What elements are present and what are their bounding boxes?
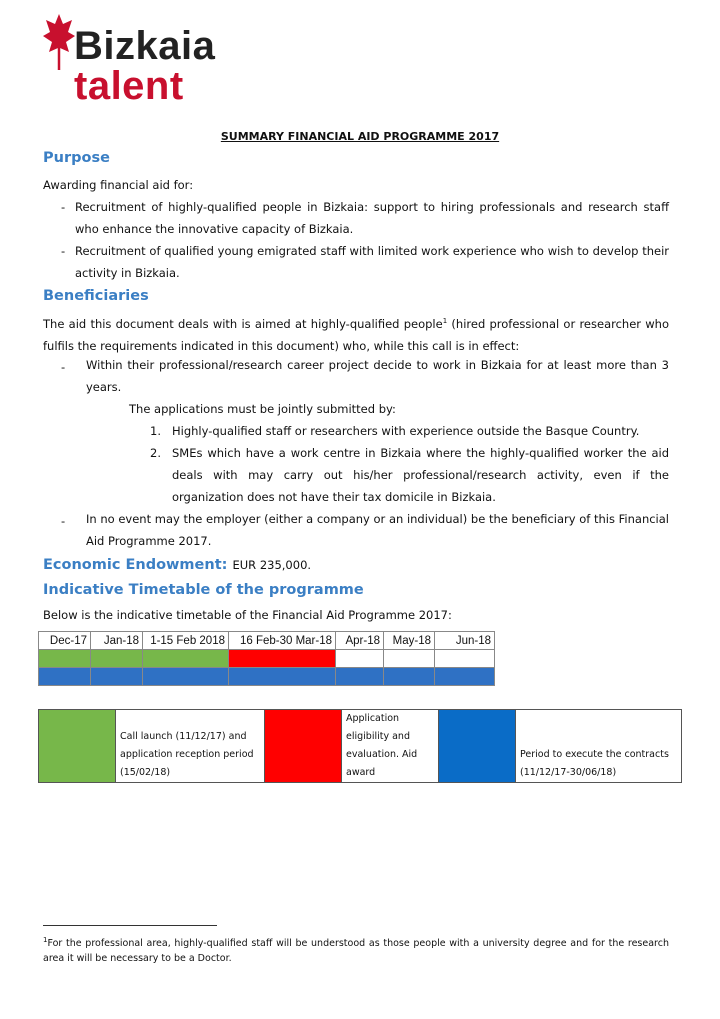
bizkaia-talent-logo xyxy=(42,12,242,112)
joint-submission-note: The applications must be jointly submitted by: xyxy=(129,402,396,416)
purpose-item-2: Recruitment of qualified young emigrated staff with limited work experience who wish to develop their activity in Bizkaia. xyxy=(75,244,669,280)
column-header: Jun-18 xyxy=(435,632,495,650)
legend-label-call xyxy=(116,710,265,783)
timetable-table xyxy=(38,631,495,686)
legend-text: Period to execute the contracts xyxy=(520,749,669,760)
footnote-text: For the professional area, highly-qualified staff will be understood as those people with a university degree and for the research area it will be necessary to be a Doctor. xyxy=(43,938,669,965)
logo-text-talent: talent xyxy=(74,64,184,108)
purpose-item-1: Recruitment of highly-qualified people in Bizkaia: support to hiring professionals and research staff who enhance the innovative capacity of Bizkaia. xyxy=(75,200,669,236)
list-item-1: Highly-qualified staff or researchers with experience outside the Basque Country. xyxy=(172,424,640,438)
footnote xyxy=(43,933,669,966)
timetable-heading: Indicative Timetable of the programme xyxy=(43,582,364,598)
legend-text: application reception period xyxy=(120,749,254,760)
legend-text: Application xyxy=(346,713,400,724)
footnote-separator xyxy=(43,925,217,926)
legend-swatch-green xyxy=(39,710,116,783)
beneficiaries-heading: Beneficiaries xyxy=(43,288,149,304)
timetable-cell-contract-phase xyxy=(39,668,91,686)
timetable-cell-call-phase xyxy=(39,650,91,668)
timetable-legend xyxy=(38,709,682,783)
maple-leaf-icon xyxy=(42,12,76,72)
timetable-cell-contract-phase xyxy=(435,668,495,686)
timetable-cell-contract-phase xyxy=(336,668,384,686)
timetable-header-row xyxy=(39,632,495,650)
timetable-cell-contract-phase xyxy=(143,668,229,686)
phase-row-1 xyxy=(39,650,495,668)
legend-text: evaluation. Aid xyxy=(346,749,418,760)
timetable-cell-evaluation-phase xyxy=(229,650,336,668)
list-item-2: SMEs which have a work centre in Bizkaia where the highly-qualified worker the aid deals with may carry out his/her professional/research activity, even if the organization does not have their tax domicile in Bizkaia. xyxy=(172,446,669,504)
legend-text: Call launch (11/12/17) and xyxy=(120,731,247,742)
phase-row-2 xyxy=(39,668,495,686)
legend-swatch-red xyxy=(265,710,342,783)
beneficiaries-paragraph xyxy=(43,310,669,357)
beneficiaries-text-b: (hired professional or researcher who fulfils the requirements indicated in this document) who, while this call is in effect: xyxy=(43,316,669,353)
timetable-cell-contract-phase xyxy=(229,668,336,686)
column-header: 1-15 Feb 2018 xyxy=(143,632,229,650)
beneficiaries-item-1: Within their professional/research career project decide to work in Bizkaia for at least more than 3 years. xyxy=(86,358,669,394)
beneficiaries-item-2: In no event may the employer (either a company or an individual) be the beneficiary of this Financial Aid Programme 2017. xyxy=(86,512,669,548)
logo-text-bizkaia: Bizkaia xyxy=(74,24,216,68)
column-header: Apr-18 xyxy=(336,632,384,650)
timetable-intro: Below is the indicative timetable of the Financial Aid Programme 2017: xyxy=(43,608,452,622)
bullet-dash: - xyxy=(61,244,66,258)
timetable-cell-contract-phase xyxy=(91,668,143,686)
legend-text: award xyxy=(346,767,376,778)
legend-label-evaluation xyxy=(342,710,439,783)
column-header: Jan-18 xyxy=(91,632,143,650)
legend-text: eligibility and xyxy=(346,731,410,742)
endowment-section xyxy=(43,557,311,573)
timetable-cell-call-phase xyxy=(91,650,143,668)
document-title: SUMMARY FINANCIAL AID PROGRAMME 2017 xyxy=(220,130,500,143)
footnote-mark: 1 xyxy=(43,936,48,944)
timetable-cell-empty xyxy=(435,650,495,668)
legend-text: (11/12/17-30/06/18) xyxy=(520,767,617,778)
timetable-cell-call-phase xyxy=(143,650,229,668)
purpose-heading: Purpose xyxy=(43,150,110,166)
timetable-cell-empty xyxy=(336,650,384,668)
timetable-cell-empty xyxy=(384,650,435,668)
beneficiaries-text-a: The aid this document deals with is aimed at highly-qualified people xyxy=(43,316,443,331)
legend-text: (15/02/18) xyxy=(120,767,171,778)
bullet-dash: - xyxy=(61,514,66,528)
column-header: Dec-17 xyxy=(39,632,91,650)
legend-swatch-blue xyxy=(439,710,516,783)
legend-label-contracts xyxy=(516,710,682,783)
timetable-cell-contract-phase xyxy=(384,668,435,686)
bullet-dash: - xyxy=(61,200,66,214)
endowment-heading: Economic Endowment: xyxy=(43,557,228,573)
bullet-dash: - xyxy=(61,360,66,374)
list-number-1: 1. xyxy=(150,424,161,438)
list-number-2: 2. xyxy=(150,446,161,460)
endowment-value: EUR 235,000. xyxy=(232,558,312,572)
purpose-intro: Awarding financial aid for: xyxy=(43,178,194,192)
footnote-reference: 1 xyxy=(442,317,448,325)
column-header: May-18 xyxy=(384,632,435,650)
column-header: 16 Feb-30 Mar-18 xyxy=(229,632,336,650)
